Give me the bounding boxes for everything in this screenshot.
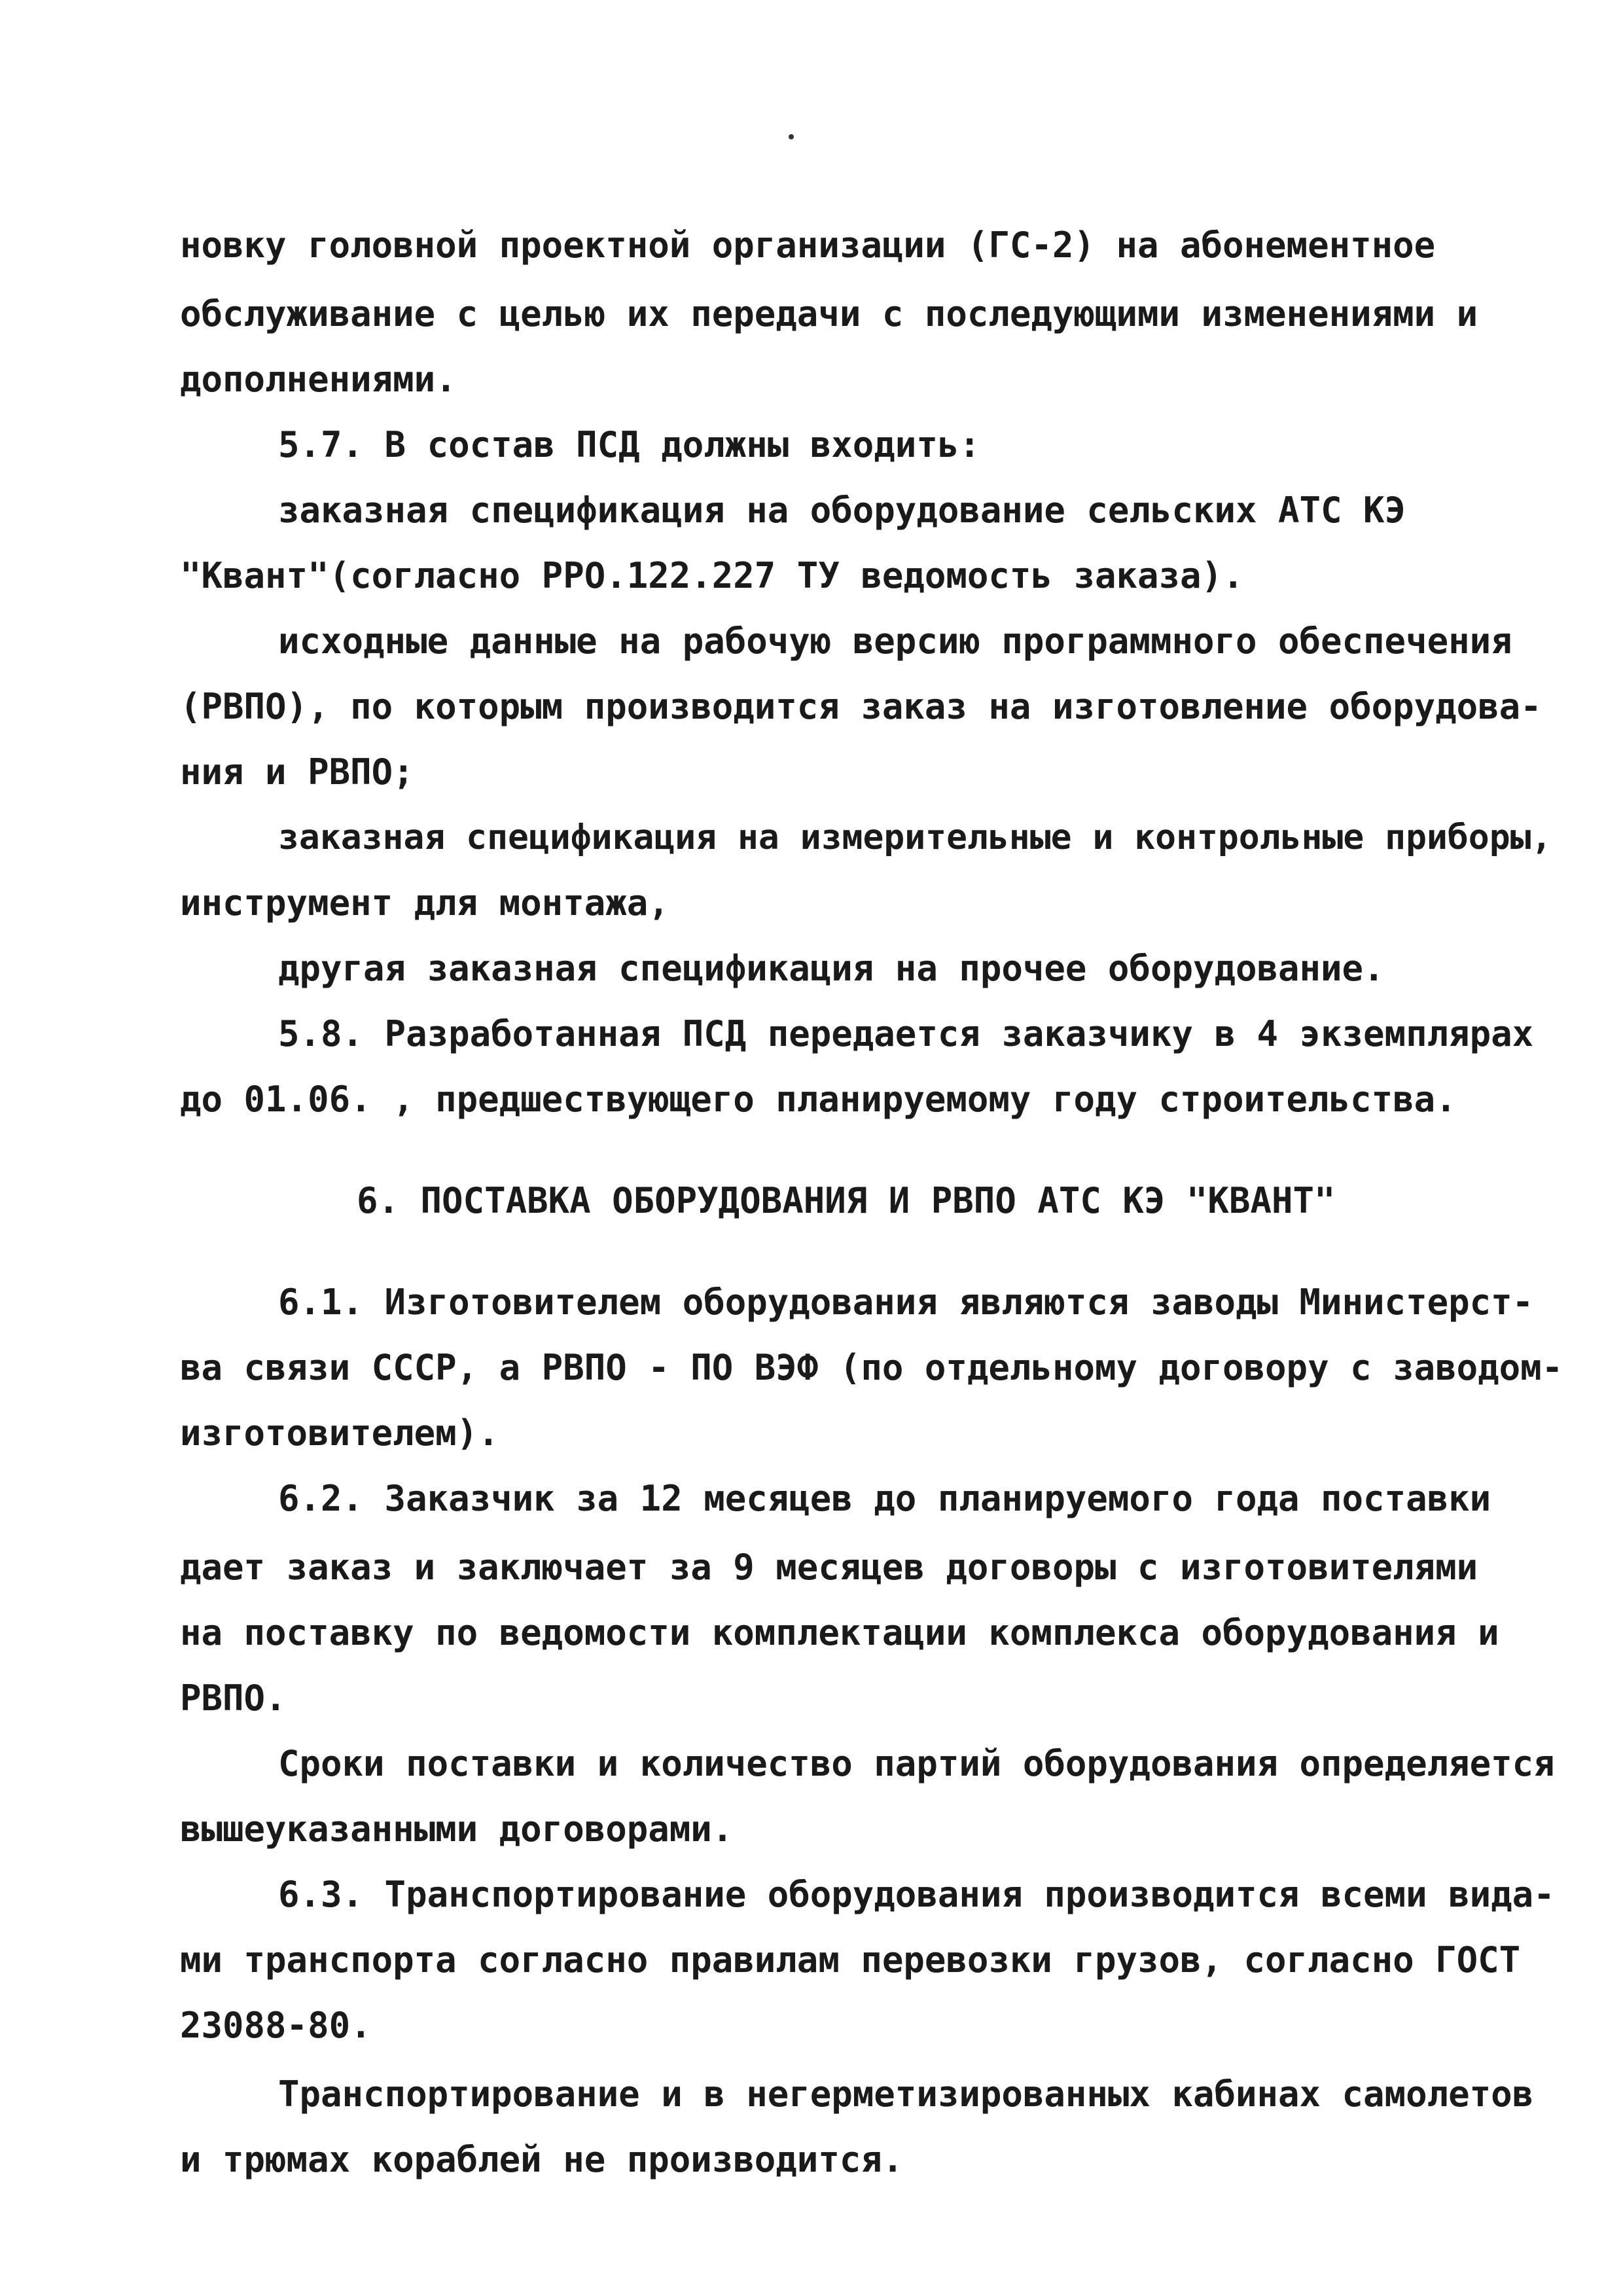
text-line: 5.8. Разработанная ПСД передается заказчику в 4 экземплярах bbox=[278, 1013, 1534, 1054]
text-line: заказная спецификация на оборудование сельских АТС КЭ bbox=[278, 490, 1406, 531]
text-line: ния и РВПО; bbox=[180, 751, 414, 793]
text-line: другая заказная спецификация на прочее оборудование. bbox=[278, 948, 1385, 989]
text-line: РВПО. bbox=[180, 1677, 287, 1719]
text-line: ми транспорта согласно правилам перевозки грузов, согласно ГОСТ bbox=[180, 1939, 1521, 1981]
text-line: заказная спецификация на измерительные и контрольные приборы, bbox=[278, 817, 1552, 857]
scan-speck bbox=[789, 134, 794, 139]
text-line: 23088-80. bbox=[180, 2005, 372, 2046]
text-line: 5.7. В состав ПСД должны входить: bbox=[278, 424, 980, 465]
text-line: до 01.06. , предшествующего планируемому году строительства. bbox=[180, 1079, 1457, 1120]
text-line: 6.1. Изготовителем оборудования являются заводы Министерст- bbox=[278, 1282, 1534, 1323]
text-line: (РВПО), по которым производится заказ на изготовление оборудова- bbox=[180, 686, 1542, 727]
text-line: исходные данные на рабочую версию программного обеспечения bbox=[278, 620, 1512, 662]
text-line: инструмент для монтажа, bbox=[180, 882, 669, 924]
section-heading: 6. ПОСТАВКА ОБОРУДОВАНИЯ И РВПО АТС КЭ "КВАНТ" bbox=[357, 1180, 1336, 1221]
text-line: Сроки поставки и количество партий оборудования определяется bbox=[278, 1743, 1555, 1784]
text-line: 6.2. Заказчик за 12 месяцев до планируемого года поставки bbox=[278, 1478, 1491, 1519]
text-line: на поставку по ведомости комплектации комплекса оборудования и bbox=[180, 1612, 1499, 1653]
text-line: 6.3. Транспортирование оборудования производится всеми вида- bbox=[278, 1874, 1555, 1915]
text-line: новку головной проектной организации (ГС-2) на абонементное bbox=[180, 224, 1436, 266]
text-line: "Квант"(согласно РРО.122.227 ТУ ведомость заказа). bbox=[180, 555, 1244, 596]
text-line: и трюмах кораблей не производится. bbox=[180, 2139, 904, 2180]
text-line: ва связи СССР, а РВПО - ПО ВЭФ (по отдельному договору с заводом- bbox=[180, 1347, 1563, 1388]
text-line: обслуживание с целью их передачи с последующими изменениями и bbox=[180, 293, 1478, 334]
text-line: дополнениями. bbox=[180, 359, 457, 400]
text-line: дает заказ и заключает за 9 месяцев договоры с изготовителями bbox=[180, 1547, 1478, 1588]
text-line: Транспортирование и в негерметизированных кабинах самолетов bbox=[278, 2073, 1534, 2115]
text-line: вышеуказанными договорами. bbox=[180, 1808, 734, 1850]
text-line: изготовителем). bbox=[180, 1412, 499, 1454]
